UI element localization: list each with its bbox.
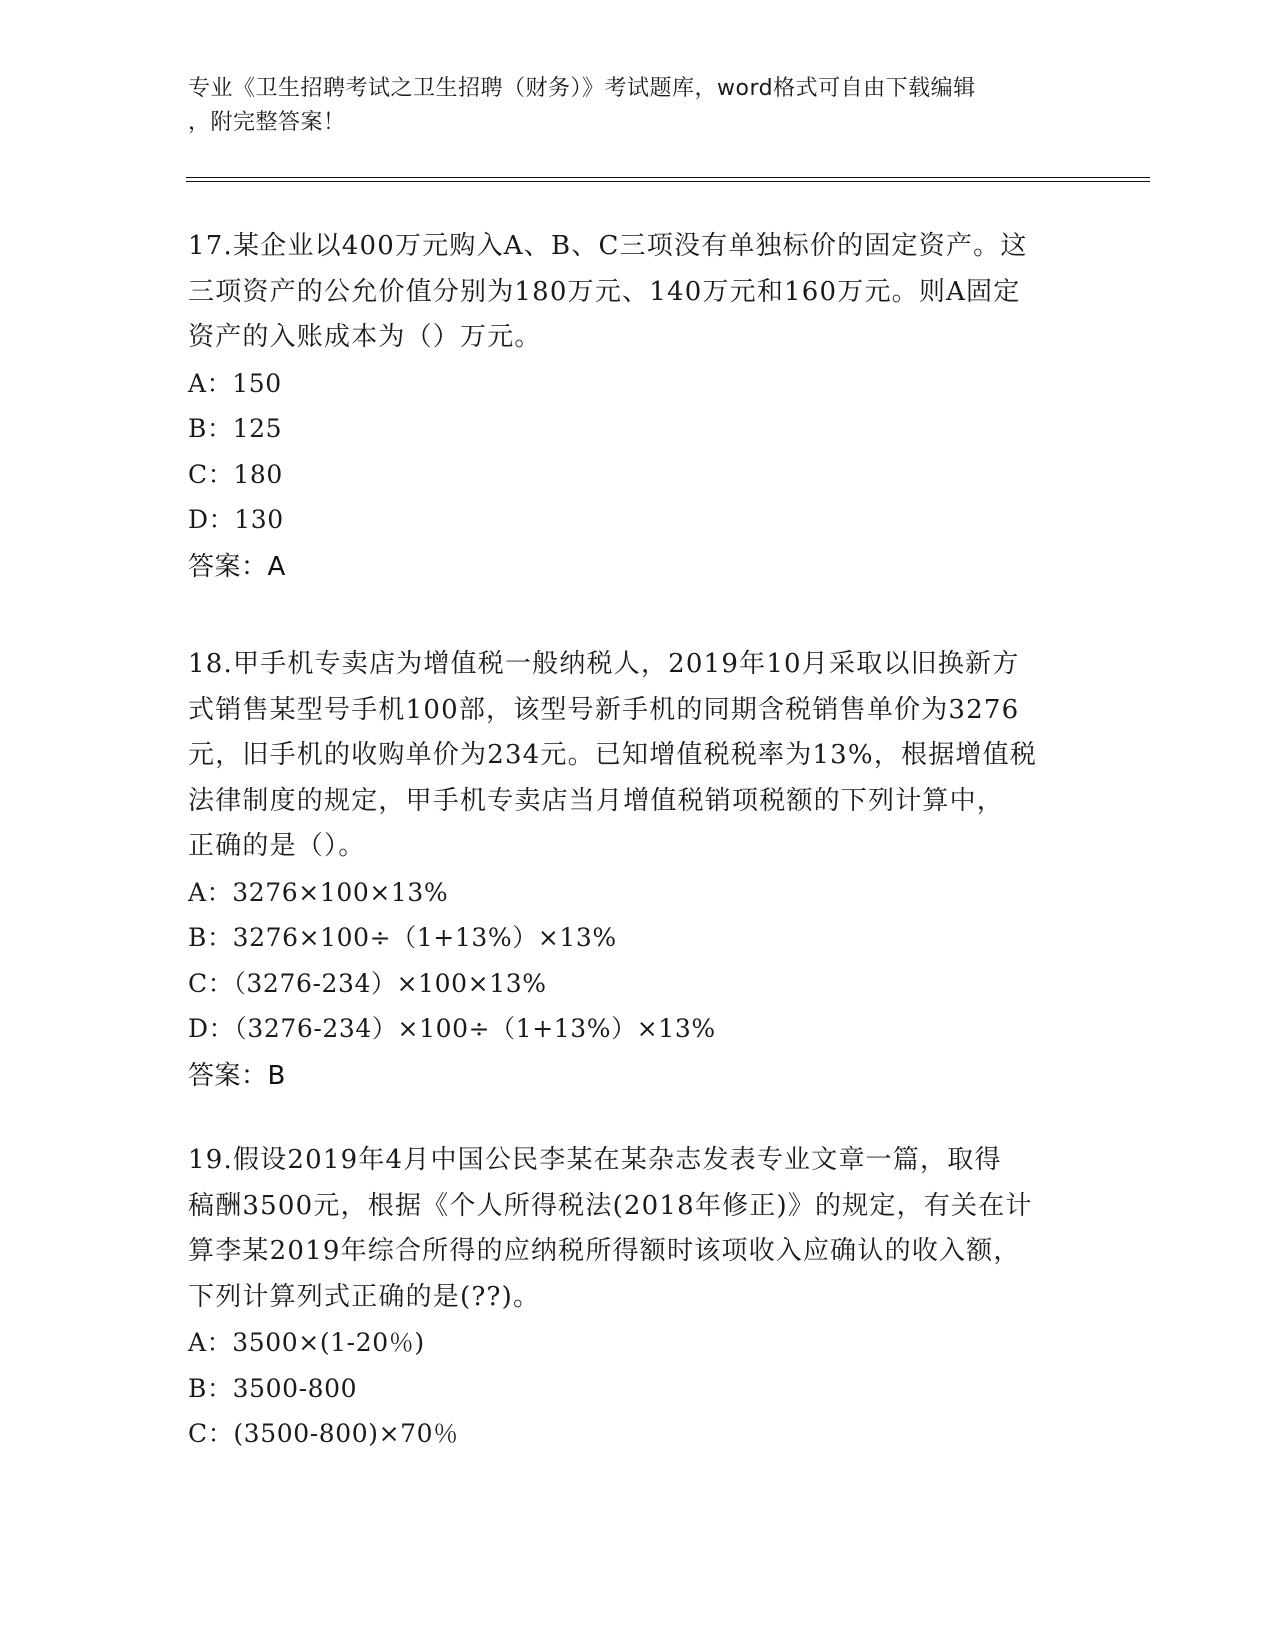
question-text-line: 算李某2019年综合所得的应纳税所得额时该项收入应确认的收入额，: [188, 1236, 1021, 1266]
header-text-line-2: ，附完整答案！: [188, 110, 346, 135]
question-18: [188, 642, 1088, 1099]
option-c: C：180: [188, 459, 283, 489]
header-text-line-1: 专业《卫生招聘考试之卫生招聘（财务）》考试题库，word格式可自由下载编辑: [188, 76, 976, 101]
option-d: D：130: [188, 505, 284, 534]
question-text-line: 元，旧手机的收购单价为234元。已知增值税税率为13%，根据增值税: [188, 740, 1038, 770]
question-text-line: 式销售某型号手机100部，该型号新手机的同期含税销售单价为3276: [188, 694, 1020, 725]
option-b: B：125: [188, 414, 283, 443]
option-a: A：150: [188, 368, 282, 398]
option-d: D：（3276-234）×100÷（1+13%）×13%: [188, 1014, 716, 1043]
option-b: B：3500-800: [188, 1373, 358, 1403]
question-text-line: 法律制度的规定，甲手机专卖店当月增值税销项税额的下列计算中，: [188, 785, 1005, 816]
option-a: A：3276×100×13%: [188, 877, 449, 907]
page-header: [188, 72, 1068, 140]
question-text-line: 18.甲手机专卖店为增值税一般纳税人，2019年10月采取以旧换新方: [188, 649, 1020, 679]
option-c: C：(3500-800)×70％: [188, 1419, 459, 1448]
header-divider-top: [186, 177, 1150, 178]
question-text-line: 资产的入账成本为（）万元。: [188, 322, 542, 352]
question-text-line: 19.假设2019年4月中国公民李某在某杂志发表专业文章一篇，取得: [188, 1145, 1002, 1175]
question-19: [188, 1138, 1088, 1457]
option-c: C：（3276-234）×100×13%: [188, 968, 547, 998]
answer-label: 答案：A: [188, 551, 286, 582]
question-17: [188, 224, 1088, 590]
question-text-line: 下列计算列式正确的是(??)。: [188, 1281, 541, 1312]
option-a: A：3500×(1-20％): [188, 1328, 425, 1357]
question-text-line: 正确的是（）。: [188, 831, 366, 861]
question-text-line: 17.某企业以400万元购入A、B、C三项没有单独标价的固定资产。这: [188, 231, 1028, 261]
header-divider-bottom: [186, 181, 1150, 182]
question-text-line: 稿酬3500元，根据《个人所得税法(2018年修正)》的规定，有关在计: [188, 1190, 1033, 1221]
question-text-line: 三项资产的公允价值分别为180万元、140万元和160万元。则A固定: [188, 276, 1021, 307]
answer-label: 答案：B: [188, 1060, 286, 1091]
option-b: B：3276×100÷（1+13%）×13%: [188, 923, 617, 952]
